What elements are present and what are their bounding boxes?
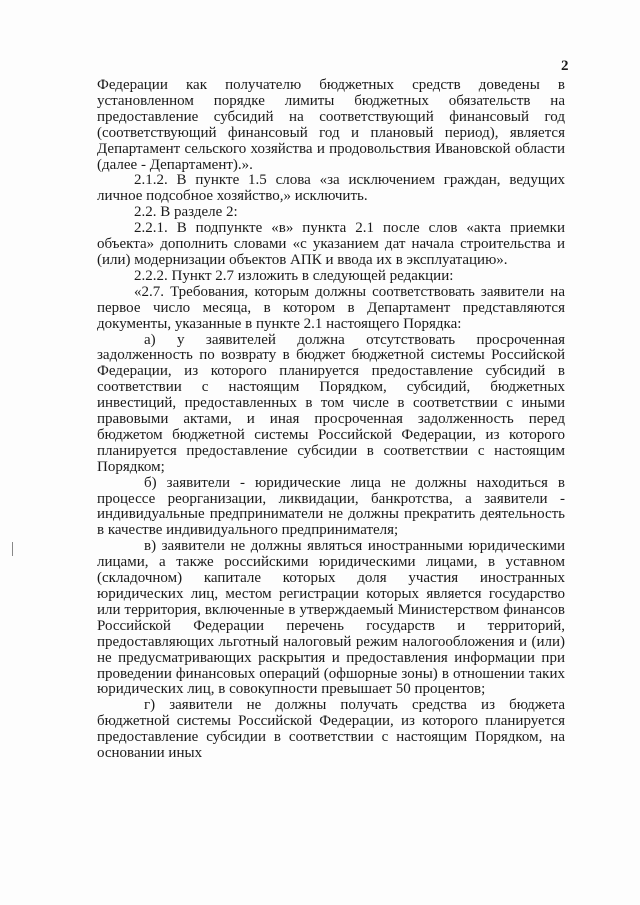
paragraph-item-g: г) заявители не должны получать средства из бюджета бюджетной системы Российской Федерации, из которого планируется предоставление субсидии в соответствии с настоящим Порядком, на основании иных xyxy=(97,697,565,762)
paragraph-continuation: Федерации как получателю бюджетных средств доведены в установленном порядке лимиты бюджетных обязательств на предоставление субсидий на соответствующий финансовый год (соответствующий финансовый год и плановый период), является Департамент сельского хозяйства и продовольствия Ивановской области (далее - Департамент).». xyxy=(97,77,565,173)
paragraph-item-v: в) заявители не должны являться иностранными юридическими лицами, а также российскими юридическими лицами, в уставном (складочном) капитале которых доля участия иностранных юридических лиц, местом регистрации которых является государство или территория, включенные в утверждаемый Министерством финансов Российской Федерации перечень государств и территорий, предоставляющих льготный налоговый режим налогообложения и (или) не предусматривающих раскрытия и предоставления информации при проведении финансовых операций (офшорные зоны) в отношении таких юридических лиц, в совокупности превышает 50 процентов; xyxy=(97,538,565,698)
paragraph-2-2-2: 2.2.2. Пункт 2.7 изложить в следующей редакции: xyxy=(134,267,454,284)
paragraph-item-b: б) заявители - юридические лица не должны находиться в процессе реорганизации, ликвидации, банкротства, а заявители - индивидуальные предприниматели не должны прекратить деятельность в качестве индивидуального предпринимателя; xyxy=(97,474,565,539)
margin-mark xyxy=(12,542,13,556)
paragraph-2-1-2: 2.1.2. В пункте 1.5 слова «за исключением граждан, ведущих личное подсобное хозяйство,» исключить. xyxy=(97,172,565,205)
document-body xyxy=(97,78,565,762)
paragraph-2-7: «2.7. Требования, которым должны соответствовать заявители на первое число месяца, в котором в Департамент представляются документы, указанные в пункте 2.1 настоящего Порядка: xyxy=(97,283,565,332)
paragraph-2-2-1: 2.2.1. В подпункте «в» пункта 2.1 после слов «акта приемки объекта» дополнить словами «с указанием дат начала строительства и (или) модернизации объектов АПК и ввода их в эксплуатацию». xyxy=(97,220,565,268)
paragraph-item-a: а) у заявителей должна отсутствовать просроченная задолженность по возврату в бюджет бюджетной системы Российской Федерации, из которого планируется предоставление субсидий в соответствии с настоящим Порядком, субсидий, бюджетных инвестиций, предоставленных в том числе в соответствии с иными правовыми актами, и иная просроченная задолженность перед бюджетом бюджетной системы Российской Федерации, из которого планируется предоставление субсидии в соответствии с настоящим Порядком; xyxy=(97,331,565,475)
page-number: 2 xyxy=(561,58,569,74)
paragraph-2-2: 2.2. В разделе 2: xyxy=(134,204,238,221)
